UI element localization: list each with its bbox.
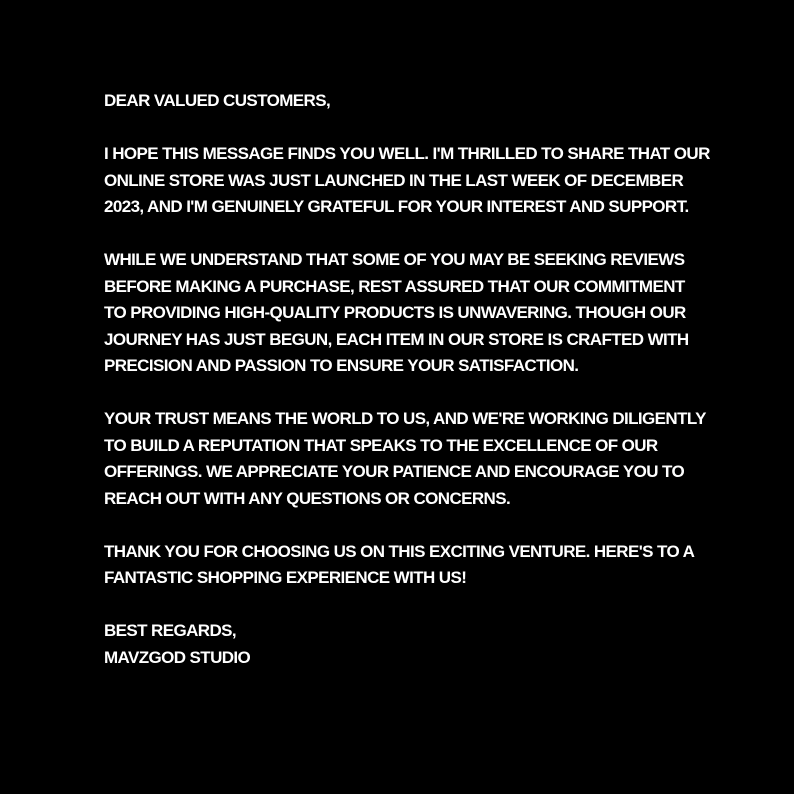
letter-body xyxy=(104,88,710,671)
text-line: JOURNEY HAS JUST BEGUN, EACH ITEM IN OUR STORE IS CRAFTED WITH xyxy=(104,329,689,349)
text-line: OFFERINGS. WE APPRECIATE YOUR PATIENCE AND ENCOURAGE YOU TO xyxy=(104,462,685,481)
text-line: TO PROVIDING HIGH-QUALITY PRODUCTS IS UNWAVERING. THOUGH OUR xyxy=(104,303,686,322)
text-line: WHILE WE UNDERSTAND THAT SOME OF YOU MAY BE SEEKING REVIEWS xyxy=(104,250,685,269)
text-line: YOUR TRUST MEANS THE WORLD TO US, AND WE'RE WORKING DILIGENTLY xyxy=(104,409,706,428)
text-line: REACH OUT WITH ANY QUESTIONS OR CONCERNS. xyxy=(104,488,511,508)
text-line: TO BUILD A REPUTATION THAT SPEAKS TO THE EXCELLENCE OF OUR xyxy=(104,435,658,455)
text-line: 2023, AND I'M GENUINELY GRATEFUL FOR YOUR INTEREST AND SUPPORT. xyxy=(104,197,689,216)
signature: MAVZGOD STUDIO xyxy=(104,647,251,667)
text-line: THANK YOU FOR CHOOSING US ON THIS EXCITING VENTURE. HERE'S TO A xyxy=(104,541,695,561)
text-line: FANTASTIC SHOPPING EXPERIENCE WITH US! xyxy=(104,568,467,587)
paragraph-trust xyxy=(104,406,704,512)
text-line: I HOPE THIS MESSAGE FINDS YOU WELL. I'M THRILLED TO SHARE THAT OUR xyxy=(104,144,710,163)
text-line: PRECISION AND PASSION TO ENSURE YOUR SATISFACTION. xyxy=(104,356,579,375)
text-line: BEFORE MAKING A PURCHASE, REST ASSURED THAT OUR COMMITMENT xyxy=(104,276,685,296)
greeting-paragraph xyxy=(104,88,704,115)
paragraph-launch xyxy=(104,141,710,221)
closing: BEST REGARDS, xyxy=(104,621,236,640)
paragraph-commitment xyxy=(104,247,704,380)
greeting: DEAR VALUED CUSTOMERS, xyxy=(104,91,331,110)
paragraph-thanks xyxy=(104,539,704,592)
text-line: ONLINE STORE WAS JUST LAUNCHED IN THE LAST WEEK OF DECEMBER xyxy=(104,170,684,190)
sign-off xyxy=(104,618,704,671)
